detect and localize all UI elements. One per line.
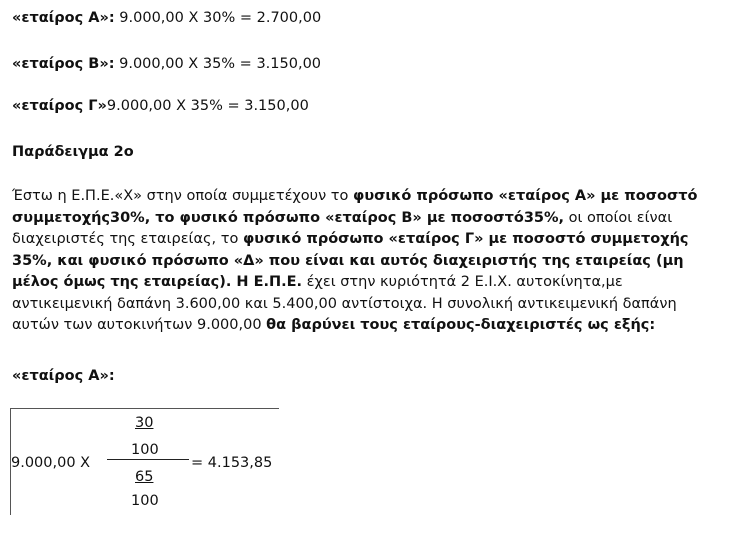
partner-a-label: «εταίρος Α»: <box>12 10 115 26</box>
formula-base: 9.000,00 Χ <box>11 455 91 471</box>
para-text-2: οι οποίοι είναι διαχειριστές της εταιρείας, το <box>12 209 673 247</box>
para-bold-1: φυσικό πρόσωπο «εταίρος Α» με ποσοστό συμμετοχής30%, το φυσικό πρόσωπο «εταίρος Β» με ποσοστό35%, <box>12 188 698 226</box>
fraction-bottom-numerator: 65 <box>135 469 154 485</box>
partner-a-calc: 9.000,00 Χ 30% = 2.700,00 <box>114 10 322 26</box>
fraction-top-denominator: 100 <box>131 442 159 458</box>
main-fraction-bar <box>107 459 189 460</box>
partner-b-line <box>12 56 321 72</box>
fraction-bottom-denominator: 100 <box>131 493 159 509</box>
para-bold-3: θα βαρύνει τους εταίρους-διαχειριστές ως εξής: <box>266 317 656 333</box>
partner-b-calc: 9.000,00 Χ 35% = 3.150,00 <box>114 56 322 72</box>
partner-a-heading: «εταίρος Α»: <box>12 368 115 384</box>
partner-c-label: «εταίρος Γ» <box>12 98 107 114</box>
para-text-1: Έστω η Ε.Π.Ε.«Χ» στην οποία συμμετέχουν το <box>12 188 353 204</box>
partner-c-calc: 9.000,00 Χ 35% = 3.150,00 <box>106 98 309 114</box>
example-paragraph <box>12 186 702 337</box>
para-bold-2: φυσικό πρόσωπο «εταίρος Γ» με ποσοστό συμμετοχής 35%, και φυσικό πρόσωπο «Δ» που είναι και αυτός διαχειριστής της εταιρείας (μη μέλος όμως της εταιρείας). Η Ε.Π.Ε. <box>12 231 689 290</box>
partner-a-line <box>12 10 321 26</box>
partner-c-line <box>12 98 309 114</box>
para-text-3: έχει στην κυριότητά 2 Ε.Ι.Χ. αυτοκίνητα,με αντικειμενική δαπάνη 3.600,00 και 5.400,00 αντίστοιχα. Η συνολική αντικειμενική δαπάνη αυτών των αυτοκινήτων 9.000,00 <box>12 274 677 333</box>
example-heading: Παράδειγμα 2ο <box>12 144 134 160</box>
formula-box <box>10 408 279 515</box>
partner-b-label: «εταίρος Β»: <box>12 56 115 72</box>
formula-result: = 4.153,85 <box>191 455 273 471</box>
fraction-top-numerator: 30 <box>135 415 154 431</box>
